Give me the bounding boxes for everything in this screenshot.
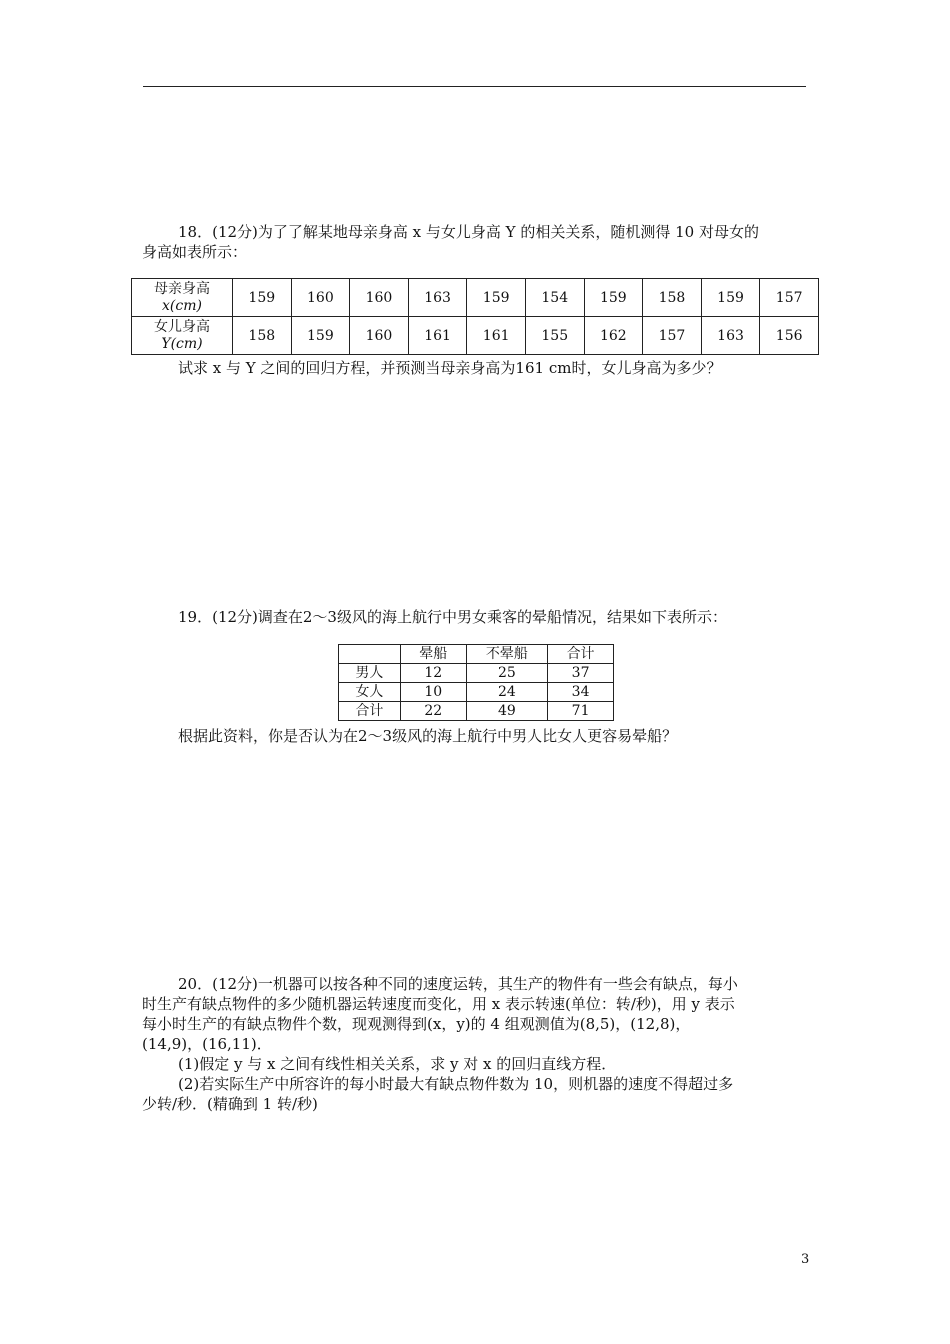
table-cell: 157 xyxy=(643,317,702,355)
table-row xyxy=(132,317,819,355)
table-cell: 159 xyxy=(291,317,350,355)
table-header-cell: 不晕船 xyxy=(466,645,547,664)
q18-line1: 18．(12分)为了了解某地母亲身高 x 与女儿身高 Y 的相关关系，随机测得 10 对母女的 xyxy=(178,223,759,241)
table-cell: 合计 xyxy=(339,702,401,721)
table-header-cell: 晕船 xyxy=(400,645,466,664)
row-header-unit: Y(cm) xyxy=(161,335,203,352)
q20-line3: 每小时生产的有缺点物件个数，现观测得到(x，y)的 4 组观测值为(8,5)，(12,8)， xyxy=(142,1015,691,1033)
q18-height-table xyxy=(131,278,819,355)
table-row xyxy=(132,279,819,317)
table-row xyxy=(339,664,614,683)
table-cell: 163 xyxy=(408,279,467,317)
table-cell: 159 xyxy=(584,279,643,317)
page-number: 3 xyxy=(801,1252,810,1267)
table-cell: 160 xyxy=(350,317,409,355)
q20-part2-cont xyxy=(142,1094,318,1114)
table-cell: 24 xyxy=(466,683,547,702)
table-cell: 161 xyxy=(467,317,526,355)
table-cell: 34 xyxy=(548,683,614,702)
row-header-daughter xyxy=(132,317,233,355)
table-cell: 162 xyxy=(584,317,643,355)
q18-line2: 身高如表所示： xyxy=(142,243,248,261)
q20-line2: 时生产有缺点物件的多少随机器运转速度而变化，用 x 表示转速(单位：转/秒)，用 y 表示 xyxy=(142,995,735,1013)
table-cell: 160 xyxy=(350,279,409,317)
q19-seasickness-table xyxy=(338,644,614,721)
table-row xyxy=(339,645,614,664)
q19-intro: 19．(12分)调查在2～3级风的海上航行中男女乘客的晕船情况，结果如下表所示： xyxy=(178,608,727,626)
q20-stem-cont xyxy=(142,994,735,1054)
q18-question xyxy=(178,358,721,378)
table-cell: 22 xyxy=(400,702,466,721)
row-header-unit: x(cm) xyxy=(162,297,202,314)
table-cell: 159 xyxy=(701,279,760,317)
table-cell: 156 xyxy=(760,317,819,355)
q20-part1-text: (1)假定 y 与 x 之间有线性相关关系，求 y 对 x 的回归直线方程． xyxy=(178,1055,617,1073)
table-cell: 161 xyxy=(408,317,467,355)
table-cell: 155 xyxy=(525,317,584,355)
table-row xyxy=(339,702,614,721)
table-cell: 163 xyxy=(701,317,760,355)
q19-question xyxy=(178,726,677,746)
table-cell: 12 xyxy=(400,664,466,683)
row-header-text: 女儿身高 xyxy=(154,318,210,335)
row-header-text: 母亲身高 xyxy=(154,280,210,297)
table-cell: 158 xyxy=(233,317,292,355)
q18-stem-cont xyxy=(142,242,247,262)
q20-stem xyxy=(178,974,738,994)
table-cell: 157 xyxy=(760,279,819,317)
table-cell: 159 xyxy=(233,279,292,317)
q19-stem xyxy=(178,607,727,627)
q20-line1: 20．(12分)一机器可以按各种不同的速度运转，其生产的物件有一些会有缺点，每小 xyxy=(178,975,738,993)
row-header-mother xyxy=(132,279,233,317)
table-header-cell: 合计 xyxy=(548,645,614,664)
q18-question-text: 试求 x 与 Y 之间的回归方程，并预测当母亲身高为161 cm时，女儿身高为多少？ xyxy=(178,359,722,377)
table-cell: 158 xyxy=(643,279,702,317)
table-cell: 154 xyxy=(525,279,584,317)
table-cell: 49 xyxy=(466,702,547,721)
q19-question-text: 根据此资料，你是否认为在2～3级风的海上航行中男人比女人更容易晕船？ xyxy=(178,727,678,745)
table-cell: 159 xyxy=(467,279,526,317)
table-row xyxy=(339,683,614,702)
q20-part2-line2: 少转/秒．(精确到 1 转/秒) xyxy=(142,1095,318,1113)
q20-part1 xyxy=(178,1054,733,1094)
table-cell: 71 xyxy=(548,702,614,721)
table-cell: 10 xyxy=(400,683,466,702)
table-header-cell xyxy=(339,645,401,664)
header-rule xyxy=(143,86,806,87)
q20-part2-line1: (2)若实际生产中所容许的每小时最大有缺点物件数为 10，则机器的速度不得超过多 xyxy=(178,1075,734,1093)
table-cell: 25 xyxy=(466,664,547,683)
q20-line4: (14,9)，(16,11)． xyxy=(142,1035,272,1053)
q18-stem xyxy=(178,222,759,242)
table-cell: 37 xyxy=(548,664,614,683)
table-cell: 女人 xyxy=(339,683,401,702)
table-cell: 男人 xyxy=(339,664,401,683)
table-cell: 160 xyxy=(291,279,350,317)
